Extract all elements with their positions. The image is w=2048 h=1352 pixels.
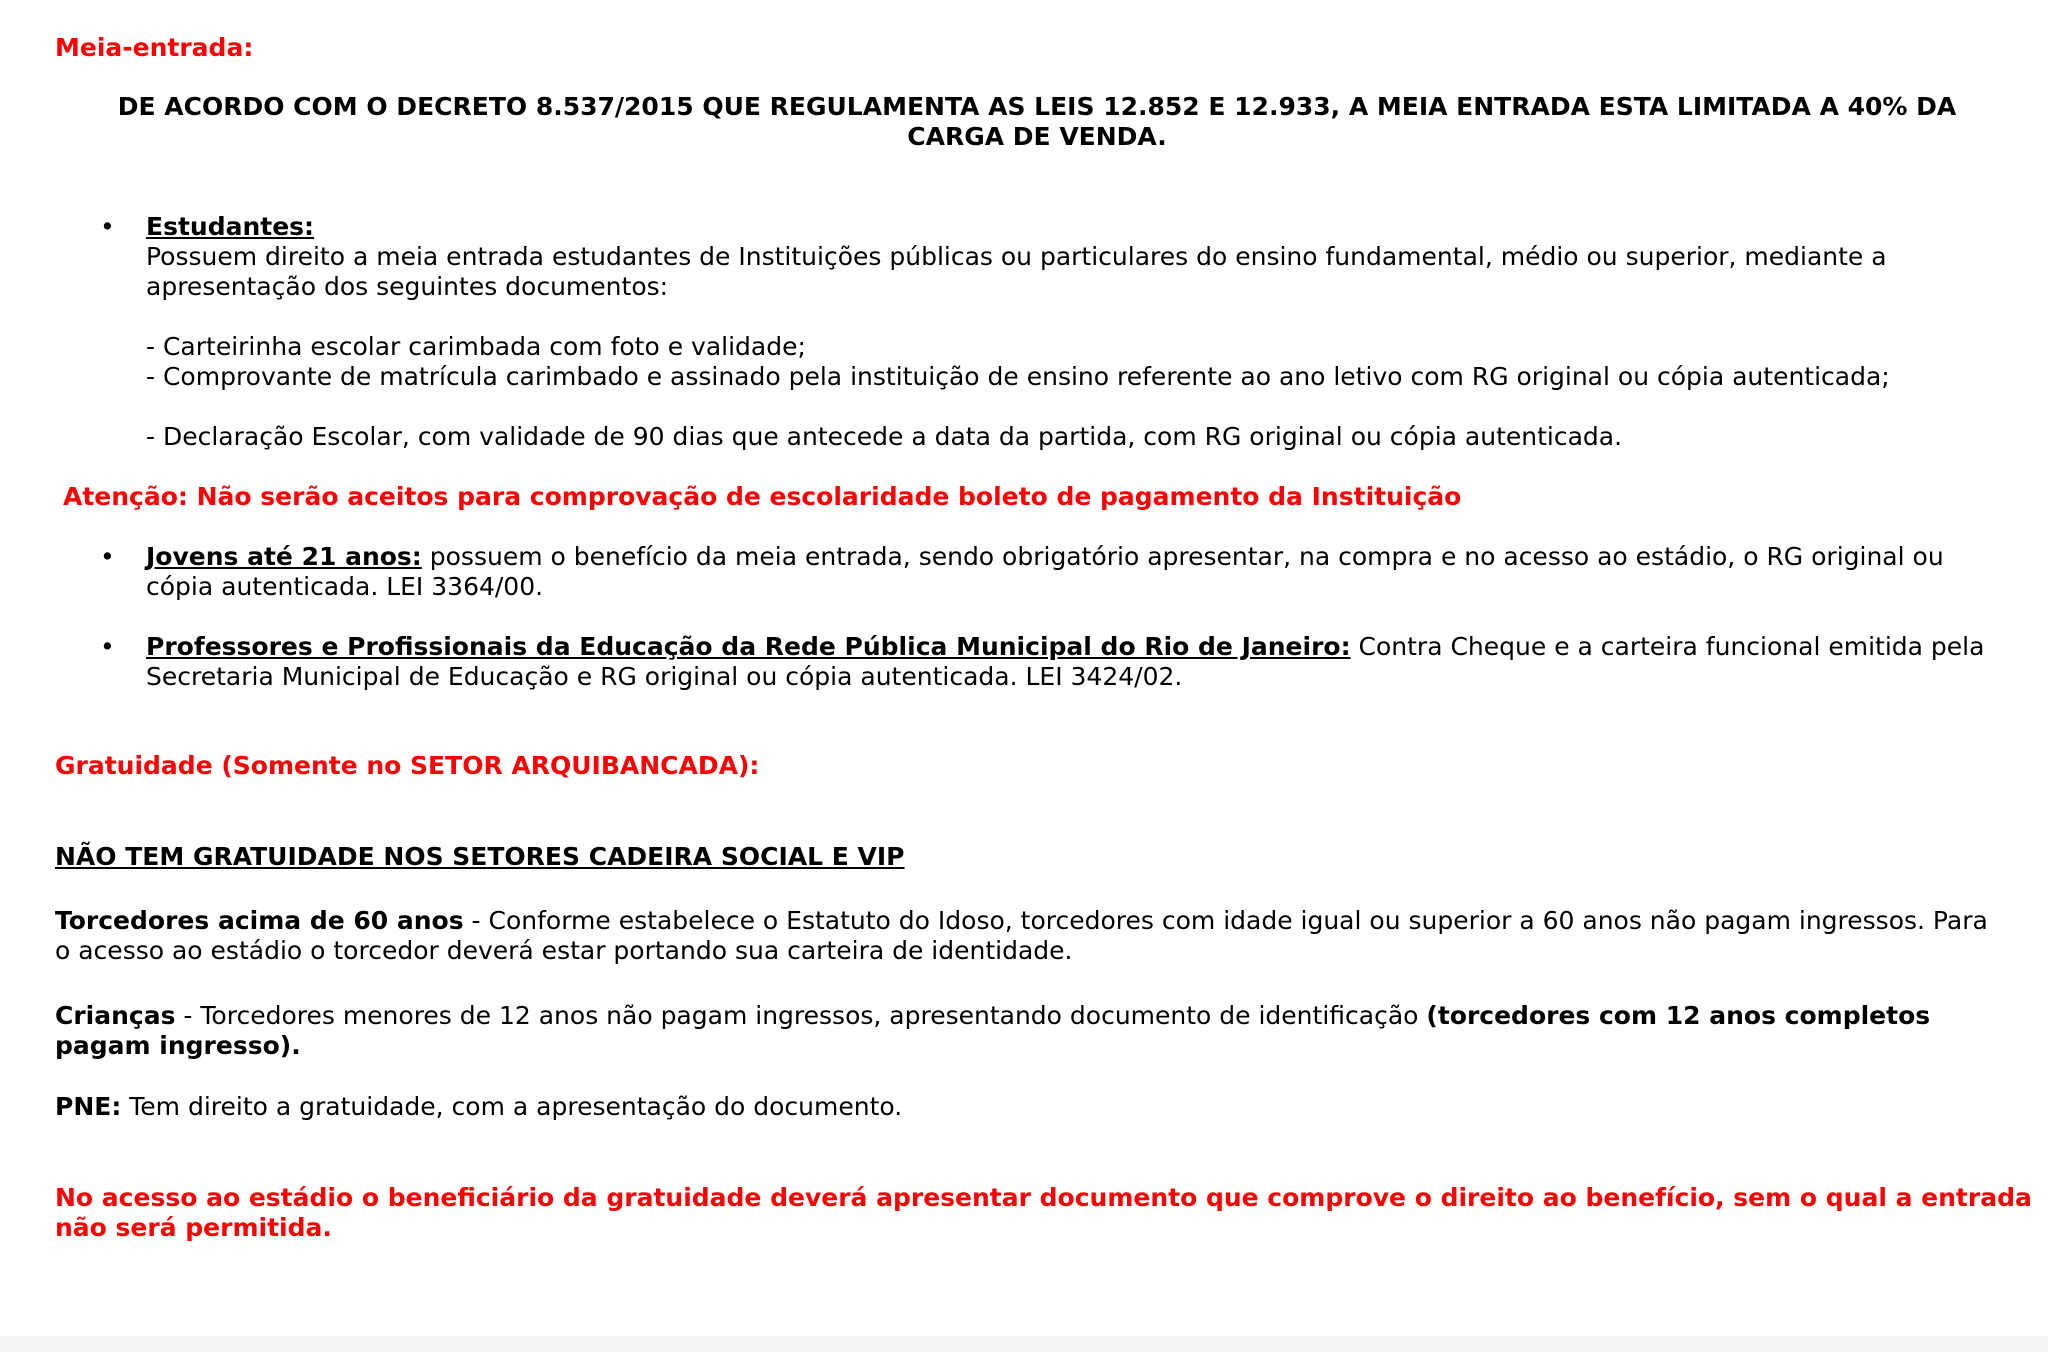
estudantes-doc-2: - Comprovante de matrícula carimbado e assinado pela instituição de ensino referente ao ano letivo com RG original ou cópia autenticada; <box>146 362 1890 391</box>
criancas-line-1 <box>55 1001 1930 1031</box>
page-bottom-edge <box>0 1336 2048 1352</box>
decree-line-2: CARGA DE VENDA. <box>907 122 1167 151</box>
criancas-bold-1: (torcedores com 12 anos completos <box>1426 1001 1931 1030</box>
idosos-line-1 <box>55 906 1988 936</box>
jovens-title: Jovens até 21 anos: <box>146 542 422 571</box>
estudantes-line-2: apresentação dos seguintes documentos: <box>146 272 669 301</box>
idosos-text-1: - Conforme estabelece o Estatuto do Idoso, torcedores com idade igual ou superior a 60 anos não pagam ingressos. Para <box>463 906 1988 935</box>
gratuidade-warning-line-2: não será permitida. <box>55 1213 332 1242</box>
criancas-title: Crianças <box>55 1001 176 1030</box>
professores-text-1: Contra Cheque e a carteira funcional emitida pela <box>1350 632 1985 661</box>
professores-title: Professores e Profissionais da Educação da Rede Pública Municipal do Rio de Janeiro: <box>146 632 1351 661</box>
pne-line <box>55 1092 902 1122</box>
gratuidade-warning-line-1: No acesso ao estádio o beneficiário da gratuidade deverá apresentar documento que comprove o direito ao benefício, sem o qual a entrada <box>55 1183 2032 1212</box>
jovens-text-1: possuem o benefício da meia entrada, sendo obrigatório apresentar, na compra e no acesso ao estádio, o RG original ou <box>421 542 1944 571</box>
meia-entrada-heading: Meia-entrada: <box>55 33 254 62</box>
professores-line-1 <box>146 632 1984 662</box>
estudantes-title: Estudantes: <box>146 212 315 241</box>
decree-line-1: DE ACORDO COM O DECRETO 8.537/2015 QUE REGULAMENTA AS LEIS 12.852 E 12.933, A MEIA ENTRADA ESTA LIMITADA A 40% DA <box>117 92 1957 121</box>
idosos-line-2: o acesso ao estádio o torcedor deverá estar portando sua carteira de identidade. <box>55 936 1073 965</box>
bullet-professores: • <box>100 632 115 661</box>
bullet-jovens: • <box>100 542 115 571</box>
jovens-line-1 <box>146 542 1944 572</box>
gratuidade-heading: Gratuidade (Somente no SETOR ARQUIBANCADA): <box>55 751 760 780</box>
bullet-estudantes: • <box>100 212 115 241</box>
estudantes-doc-3: - Declaração Escolar, com validade de 90 dias que antecede a data da partida, com RG original ou cópia autenticada. <box>146 422 1623 451</box>
criancas-line-2: pagam ingresso). <box>55 1031 301 1060</box>
atencao-notice: Atenção: Não serão aceitos para comprovação de escolaridade boleto de pagamento da Instituição <box>63 482 1462 511</box>
pne-text: Tem direito a gratuidade, com a apresentação do documento. <box>121 1092 903 1121</box>
jovens-line-2: cópia autenticada. LEI 3364/00. <box>146 572 544 601</box>
idosos-title: Torcedores acima de 60 anos <box>55 906 464 935</box>
estudantes-line-1: Possuem direito a meia entrada estudantes de Instituições públicas ou particulares do ensino fundamental, médio ou superior, mediante a <box>146 242 1887 271</box>
pne-title: PNE: <box>55 1092 122 1121</box>
criancas-text-1: - Torcedores menores de 12 anos não pagam ingressos, apresentando documento de identificação <box>175 1001 1427 1030</box>
professores-line-2: Secretaria Municipal de Educação e RG original ou cópia autenticada. LEI 3424/02. <box>146 662 1183 691</box>
no-gratuidade-notice: NÃO TEM GRATUIDADE NOS SETORES CADEIRA SOCIAL E VIP <box>55 842 905 871</box>
estudantes-doc-1: - Carteirinha escolar carimbada com foto e validade; <box>146 332 806 361</box>
